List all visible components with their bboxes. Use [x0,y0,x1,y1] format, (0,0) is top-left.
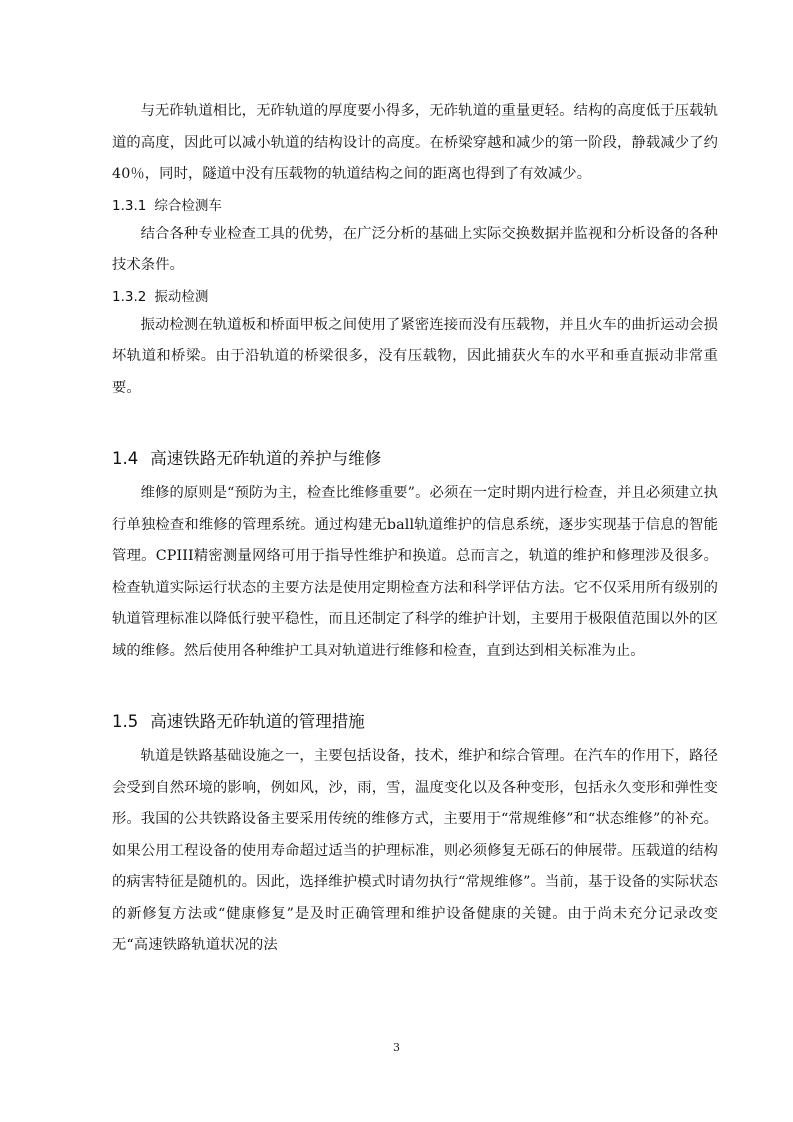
page-number: 3 [393,1041,400,1054]
section-number: 1.4 [112,449,139,468]
section-heading-1-4 [112,444,718,474]
subsection-number: 1.3.2 [112,288,147,305]
page-content [112,96,718,962]
paragraph-inspection-vehicle: 结合各种专业检查工具的优势，在广泛分析的基础上实际交换数据并监视和分析设备的各种技术条件。 [112,225,718,273]
subsection-title: 振动检测 [154,288,209,305]
subsection-number: 1.3.1 [112,197,147,214]
paragraph-management-measures: 轨道是铁路基础设施之一，主要包括设备，技术，维护和综合管理。在汽车的作用下，路径会受到自然环境的影响，例如风，沙，雨，雪，温度变化以及各种变形，包括永久变形和弹性变形。我国的公共铁路设备主要采用传统的维修方式，主要用于“常规维修”和“状态维修”的补充。如果公用工程设备的使用寿命超过适当的护理标准，则必须修复无砾石的伸展带。压载道的结构的病害特征是随机的。因此，选择维护模式时请勿执行“常规维修”。当前，基于设备的实际状态的新修复方法或“健康修复”是及时正确管理和维护设备健康的关键。由于尚未充分记录改变无“高速铁路轨道状况的法 [112,748,718,953]
subsection-title: 综合检测车 [154,197,222,214]
paragraph-maintenance: 维修的原则是“预防为主，检查比维修重要”。必须在一定时期内进行检查，并且必须建立执行单独检查和维修的管理系统。通过构建无ball轨道维护的信息系统，逐步实现基于信息的智能管理。CPIII精密测量网络可用于指导性维护和换道。总而言之，轨道的维护和修理涉及很多。检查轨道实际运行状态的主要方法是使用定期检查方法和科学评估方法。它不仅采用所有级别的轨道管理标准以降低行驶平稳性，而且还制定了科学的维护计划，主要用于极限值范围以外的区域的维修。然后使用各种维护工具对轨道进行维修和检查，直到达到相关标准为止。 [112,485,718,659]
section-heading-1-5 [112,707,718,737]
paragraph-vibration-detection: 振动检测在轨道板和桥面甲板之间使用了紧密连接而没有压载物，并且火车的曲折运动会损坏轨道和桥梁。由于沿轨道的桥梁很多，没有压载物，因此捕获火车的水平和垂直振动非常重要。 [112,316,718,396]
section-number: 1.5 [112,712,139,731]
subsection-heading-1-3-1 [112,194,718,219]
subsection-heading-1-3-2 [112,285,718,310]
section-title: 高速铁路无砟轨道的养护与维修 [150,449,382,468]
section-title: 高速铁路无砟轨道的管理措施 [150,712,365,731]
paragraph-ballastless-advantages: 与无砟轨道相比，无砟轨道的厚度要小得多，无砟轨道的重量更轻。结构的高度低于压载轨道的高度，因此可以减小轨道的结构设计的高度。在桥梁穿越和减少的第一阶段，静载减少了约40％，同时，隧道中没有压载物的轨道结构之间的距离也得到了有效减少。 [112,103,718,182]
